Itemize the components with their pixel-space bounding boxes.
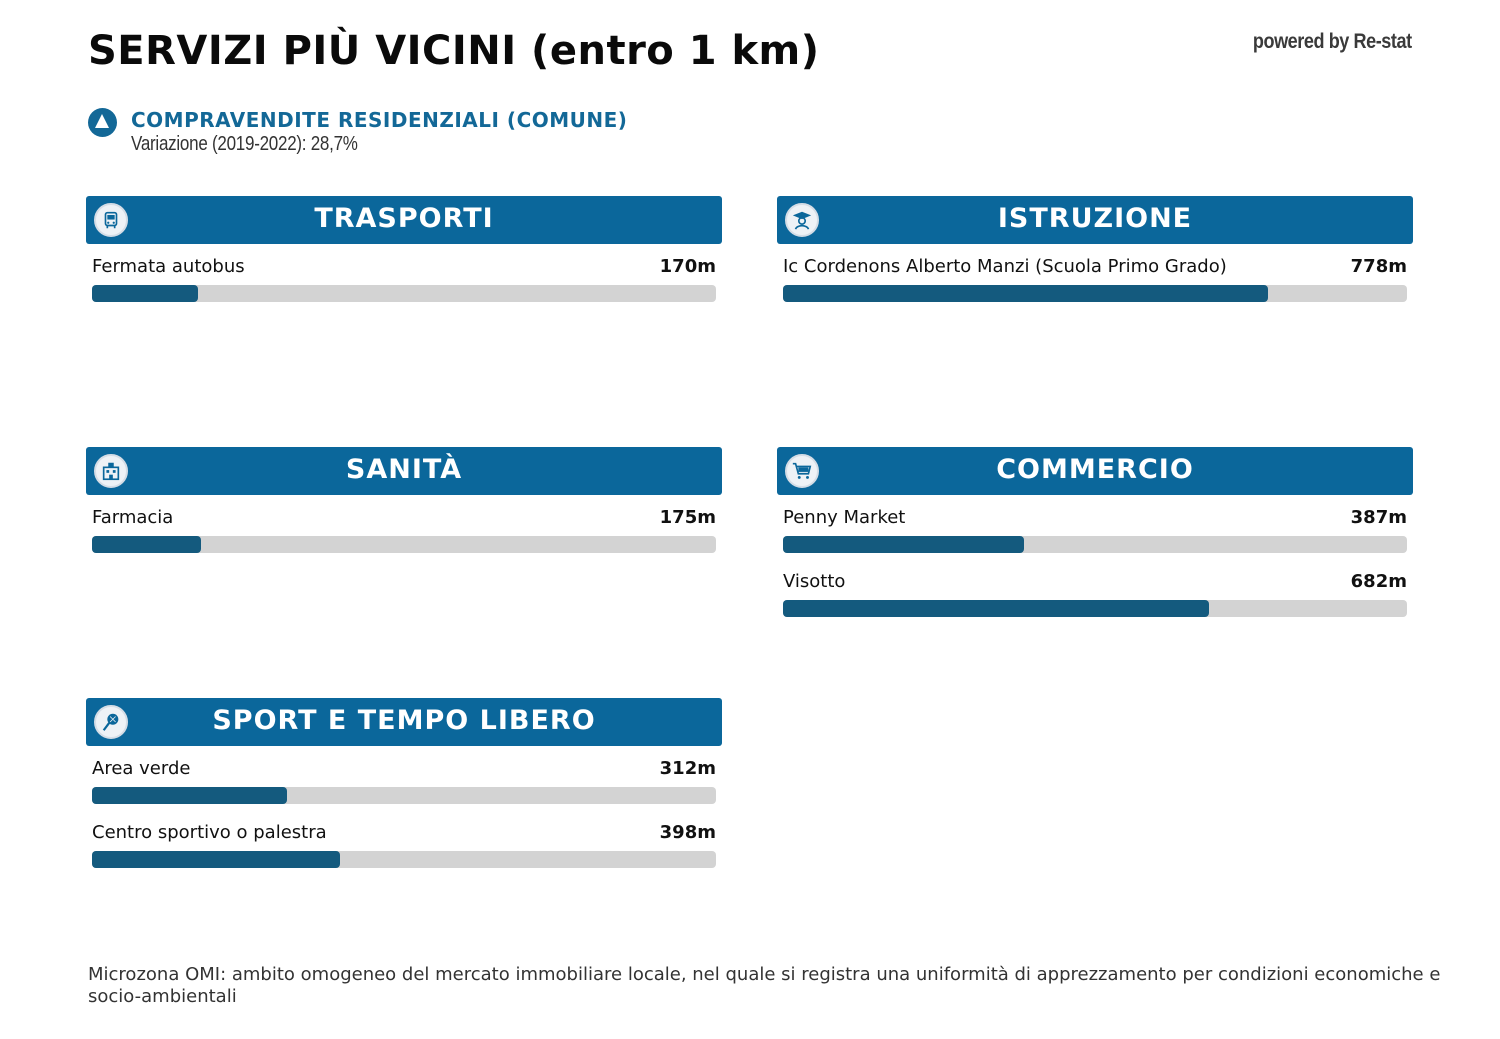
distance-bar-track	[92, 285, 716, 302]
service-name: Ic Cordenons Alberto Manzi (Scuola Primo Grado)	[783, 256, 1227, 277]
list-item	[86, 746, 722, 810]
service-distance: 170m	[659, 256, 716, 277]
footnote: Microzona OMI: ambito omogeneo del mercato immobiliare locale, nel quale si registra una uniformità di apprezzamento per condizioni economiche e socio-ambientali	[88, 964, 1441, 1007]
list-item	[777, 244, 1413, 308]
distance-bar-track	[783, 536, 1407, 553]
distance-bar-fill	[783, 600, 1209, 617]
card-header-istruzione	[777, 196, 1413, 244]
distance-bar-fill	[783, 536, 1024, 553]
card-title: COMMERCIO	[996, 454, 1194, 485]
distance-bar-track	[92, 851, 716, 868]
service-distance: 398m	[659, 822, 716, 843]
powered-by-label: powered by Re-stat	[1253, 30, 1412, 53]
distance-bar-track	[92, 536, 716, 553]
card-title: ISTRUZIONE	[997, 203, 1193, 234]
card-title: SANITÀ	[345, 454, 463, 485]
list-item	[86, 810, 722, 874]
service-name: Area verde	[92, 758, 191, 779]
service-distance: 312m	[659, 758, 716, 779]
service-name: Fermata autobus	[92, 256, 245, 277]
distance-bar-fill	[92, 285, 198, 302]
distance-bar-track	[92, 787, 716, 804]
card-sanita	[86, 447, 722, 559]
service-name: Centro sportivo o palestra	[92, 822, 327, 843]
distance-bar-track	[783, 285, 1407, 302]
triangle-up-icon	[88, 108, 117, 137]
service-distance: 175m	[659, 507, 716, 528]
trend-title: COMPRAVENDITE RESIDENZIALI (COMUNE)	[131, 108, 628, 132]
card-title: SPORT E TEMPO LIBERO	[212, 705, 596, 736]
list-item	[86, 244, 722, 308]
list-item	[86, 495, 722, 559]
card-header-trasporti	[86, 196, 722, 244]
page-title: SERVIZI PIÙ VICINI (entro 1 km)	[88, 28, 820, 74]
distance-bar-track	[783, 600, 1407, 617]
list-item	[777, 495, 1413, 559]
distance-bar-fill	[92, 536, 201, 553]
card-trasporti	[86, 196, 722, 308]
service-distance: 682m	[1350, 571, 1407, 592]
card-sport	[86, 698, 722, 874]
service-name: Visotto	[783, 571, 846, 592]
service-name: Penny Market	[783, 507, 906, 528]
list-item	[777, 559, 1413, 623]
service-distance: 387m	[1350, 507, 1407, 528]
card-header-sanita	[86, 447, 722, 495]
service-name: Farmacia	[92, 507, 174, 528]
card-commercio	[777, 447, 1413, 623]
card-istruzione	[777, 196, 1413, 308]
card-title: TRASPORTI	[314, 203, 494, 234]
distance-bar-fill	[92, 851, 340, 868]
card-header-commercio	[777, 447, 1413, 495]
distance-bar-fill	[783, 285, 1268, 302]
service-distance: 778m	[1350, 256, 1407, 277]
distance-bar-fill	[92, 787, 287, 804]
trend-subtitle: Variazione (2019-2022): 28,7%	[131, 133, 358, 155]
card-header-sport	[86, 698, 722, 746]
